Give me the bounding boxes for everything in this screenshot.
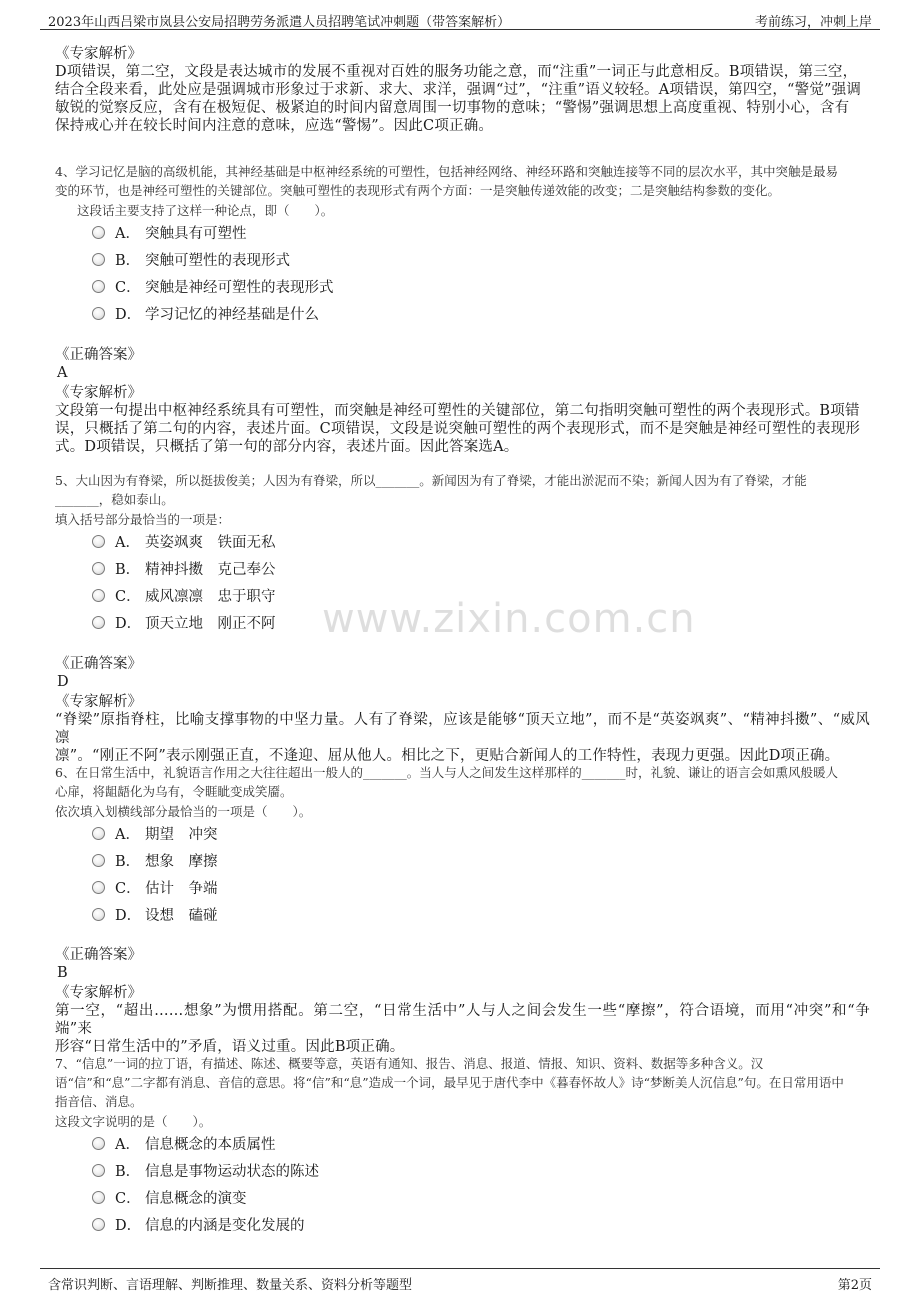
q6-analysis-line: 形容“日常生活中的”矛盾，语义过重。因此B项正确。 — [55, 1039, 405, 1055]
q3-analysis-line: 敏锐的觉察反应，含有在极短促、极紧迫的时间内留意周围一切事物的意味；“警惕”强调思想上高度重视、特别小心，含有 — [55, 100, 850, 116]
q7-stem-line: 语“信”和“息”二字都有消息、音信的意思。将“信”和“息”造成一个词，最早见于唐代李中《暮春怀故人》诗“梦断美人沉信息”句。在日常用语中 — [55, 1075, 844, 1090]
footer-categories: 含常识判断、言语理解、判断推理、数量关系、资料分析等题型 — [48, 1278, 413, 1293]
q6-prompt: 依次填入划横线部分最恰当的一项是（ ）。 — [55, 804, 312, 819]
q4-option-c[interactable] — [92, 275, 334, 297]
q7-option-d[interactable] — [92, 1213, 305, 1235]
q4-correct-answer-label: 《正确答案》 — [55, 347, 142, 363]
q7-option-a[interactable] — [92, 1132, 276, 1154]
option-key: C． — [115, 1190, 141, 1207]
radio-icon[interactable] — [92, 1164, 105, 1177]
q6-answer: B — [57, 965, 68, 981]
q6-option-c[interactable] — [92, 876, 218, 898]
q6-option-a[interactable] — [92, 822, 218, 844]
option-text: 突触可塑性的表现形式 — [145, 252, 290, 269]
header-tagline: 考前练习，冲刺上岸 — [754, 15, 872, 30]
option-text: 突触是神经可塑性的表现形式 — [145, 279, 334, 296]
option-key: B． — [115, 853, 141, 870]
q7-option-c[interactable] — [92, 1186, 247, 1208]
option-text: 信息概念的本质属性 — [145, 1136, 276, 1153]
option-text: 想象 摩擦 — [145, 853, 218, 870]
radio-icon[interactable] — [92, 827, 105, 840]
option-key: D． — [115, 1217, 142, 1234]
option-text: 信息的内涵是变化发展的 — [145, 1217, 305, 1234]
radio-icon[interactable] — [92, 1218, 105, 1231]
q4-stem-line: 变的环节，也是神经可塑性的关键部位。突触可塑性的表现形式有两个方面：一是突触传递效能的改变；二是突触结构参数的变化。 — [55, 183, 781, 198]
q5-answer: D — [57, 674, 69, 690]
q4-expert-analysis-label: 《专家解析》 — [55, 385, 142, 401]
q5-option-d[interactable] — [92, 611, 276, 633]
radio-icon[interactable] — [92, 854, 105, 867]
q4-analysis-line: 误，只概括了第二句的内容，表述片面。C项错误，文段是说突触可塑性的两个表现形式，而不是突触是神经可塑性的表现形 — [55, 421, 861, 437]
q5-prompt: 填入括号部分最恰当的一项是： — [55, 512, 231, 527]
page-footer — [40, 1268, 880, 1294]
q3-expert-analysis-label: 《专家解析》 — [55, 46, 142, 62]
q6-correct-answer-label: 《正确答案》 — [55, 947, 142, 963]
option-key: D． — [115, 306, 142, 323]
q7-option-b[interactable] — [92, 1159, 319, 1181]
q3-analysis-line: 保持戒心并在较长时间内注意的意味，应选“警惕”。因此C项正确。 — [55, 118, 494, 134]
q4-analysis-line: 文段第一句提出中枢神经系统具有可塑性，而突触是神经可塑性的关键部位，第二句指明突触可塑性的两个表现形式。B项错 — [55, 403, 860, 419]
q6-option-b[interactable] — [92, 849, 218, 871]
option-key: B． — [115, 252, 141, 269]
option-key: B． — [115, 1163, 141, 1180]
q7-prompt: 这段文字说明的是（ ）。 — [55, 1114, 212, 1129]
q4-stem-line: 4、学习记忆是脑的高级机能，其神经基础是中枢神经系统的可塑性，包括神经网络、神经环路和突触连接等不同的层次水平，其中突触是最易 — [55, 164, 838, 179]
radio-icon[interactable] — [92, 881, 105, 894]
radio-icon[interactable] — [92, 535, 105, 548]
option-text: 英姿飒爽 铁面无私 — [145, 534, 276, 551]
option-text: 期望 冲突 — [145, 826, 218, 843]
q5-stem-line: 5、大山因为有脊梁，所以挺拔俊美；人因为有脊梁，所以_______。新闻因为有了脊梁，才能出淤泥而不染；新闻人因为有了脊梁，才能 — [55, 473, 807, 488]
radio-icon[interactable] — [92, 589, 105, 602]
q6-option-d[interactable] — [92, 903, 218, 925]
q5-analysis-line: 凛”。“刚正不阿”表示刚强正直，不逢迎、屈从他人。相比之下，更贴合新闻人的工作特性，表现力更强。因此D项正确。 — [55, 748, 840, 764]
option-text: 顶天立地 刚正不阿 — [145, 615, 276, 632]
q6-stem-line: 心扉，将龃龉化为乌有，令睚眦变成笑靥。 — [55, 784, 293, 799]
option-key: A． — [115, 534, 140, 551]
q6-analysis — [55, 1002, 870, 1056]
radio-icon[interactable] — [92, 226, 105, 239]
q4-stem — [55, 162, 870, 200]
q3-analysis — [55, 63, 870, 135]
q7-stem — [55, 1054, 870, 1111]
radio-icon[interactable] — [92, 307, 105, 320]
option-key: A． — [115, 1136, 140, 1153]
q4-answer: A — [57, 365, 68, 381]
q4-option-b[interactable] — [92, 248, 290, 270]
q5-stem-line: _______，稳如泰山。 — [55, 492, 174, 507]
q5-option-c[interactable] — [92, 584, 276, 606]
q5-analysis — [55, 711, 870, 765]
option-key: C． — [115, 880, 141, 897]
q4-analysis-line: 式。D项错误，只概括了第一句的部分内容，表述片面。因此答案选A。 — [55, 439, 519, 455]
radio-icon[interactable] — [92, 908, 105, 921]
watermark: www.zixin.com.cn — [322, 596, 696, 642]
radio-icon[interactable] — [92, 253, 105, 266]
option-text: 精神抖擞 克己奉公 — [145, 561, 276, 578]
page-header — [40, 8, 880, 30]
radio-icon[interactable] — [92, 280, 105, 293]
q3-analysis-line: 结合全段来看，此处应是强调城市形象过于求新、求大、求洋，强调“过”，“注重”语义较轻。A项错误，第四空，“警觉”强调 — [55, 82, 862, 98]
q6-analysis-line: 第一空，“超出……想象”为惯用搭配。第二空，“日常生活中”人与人之间会发生一些“摩擦”，符合语境，而用“冲突”和“争端”来 — [55, 1003, 870, 1037]
q4-analysis — [55, 402, 870, 456]
option-key: B． — [115, 561, 141, 578]
option-text: 估计 争端 — [145, 880, 218, 897]
q5-option-b[interactable] — [92, 557, 276, 579]
option-key: D． — [115, 907, 142, 924]
document-title: 2023年山西吕梁市岚县公安局招聘劳务派遣人员招聘笔试冲刺题（带答案解析） — [48, 15, 511, 30]
q6-expert-analysis-label: 《专家解析》 — [55, 985, 142, 1001]
option-text: 设想 磕碰 — [145, 907, 218, 924]
q3-analysis-line: D项错误，第二空，文段是表达城市的发展不重视对百姓的服务功能之意，而“注重”一词正与此意相反。B项错误，第三空， — [55, 64, 858, 80]
q5-analysis-line: “脊梁”原指脊柱，比喻支撑事物的中坚力量。人有了脊梁，应该是能够“顶天立地”，而不是“英姿飒爽”、“精神抖擞”、“威风凛 — [55, 712, 870, 746]
option-key: A． — [115, 225, 140, 242]
q7-stem-line: 指音信、消息。 — [55, 1094, 143, 1109]
option-text: 信息是事物运动状态的陈述 — [145, 1163, 319, 1180]
q5-stem — [55, 471, 870, 509]
q7-stem-line: 7、“信息”一词的拉丁语，有描述、陈述、概要等意，英语有通知、报告、消息、报道、情报、知识、资料、数据等多种含义。汉 — [55, 1056, 764, 1071]
q4-prompt: 这段话主要支持了这样一种论点，即（ ）。 — [77, 203, 334, 218]
q4-option-a[interactable] — [92, 221, 247, 243]
option-key: C． — [115, 588, 141, 605]
option-key: C． — [115, 279, 141, 296]
page-number: 第2页 — [837, 1278, 872, 1293]
option-text: 信息概念的演变 — [145, 1190, 247, 1207]
radio-icon[interactable] — [92, 1191, 105, 1204]
radio-icon[interactable] — [92, 1137, 105, 1150]
option-text: 学习记忆的神经基础是什么 — [145, 306, 319, 323]
option-key: A． — [115, 826, 140, 843]
q6-stem — [55, 763, 870, 801]
option-key: D． — [115, 615, 142, 632]
radio-icon[interactable] — [92, 562, 105, 575]
q5-option-a[interactable] — [92, 530, 276, 552]
radio-icon[interactable] — [92, 616, 105, 629]
q5-expert-analysis-label: 《专家解析》 — [55, 694, 142, 710]
option-text: 突触具有可塑性 — [145, 225, 247, 242]
option-text: 威风凛凛 忠于职守 — [145, 588, 276, 605]
q5-correct-answer-label: 《正确答案》 — [55, 656, 142, 672]
q4-option-d[interactable] — [92, 302, 319, 324]
q6-stem-line: 6、在日常生活中，礼貌语言作用之大往往超出一般人的_______。当人与人之间发生这样那样的_______时，礼貌、谦让的语言会如熏风般暖人 — [55, 765, 838, 780]
